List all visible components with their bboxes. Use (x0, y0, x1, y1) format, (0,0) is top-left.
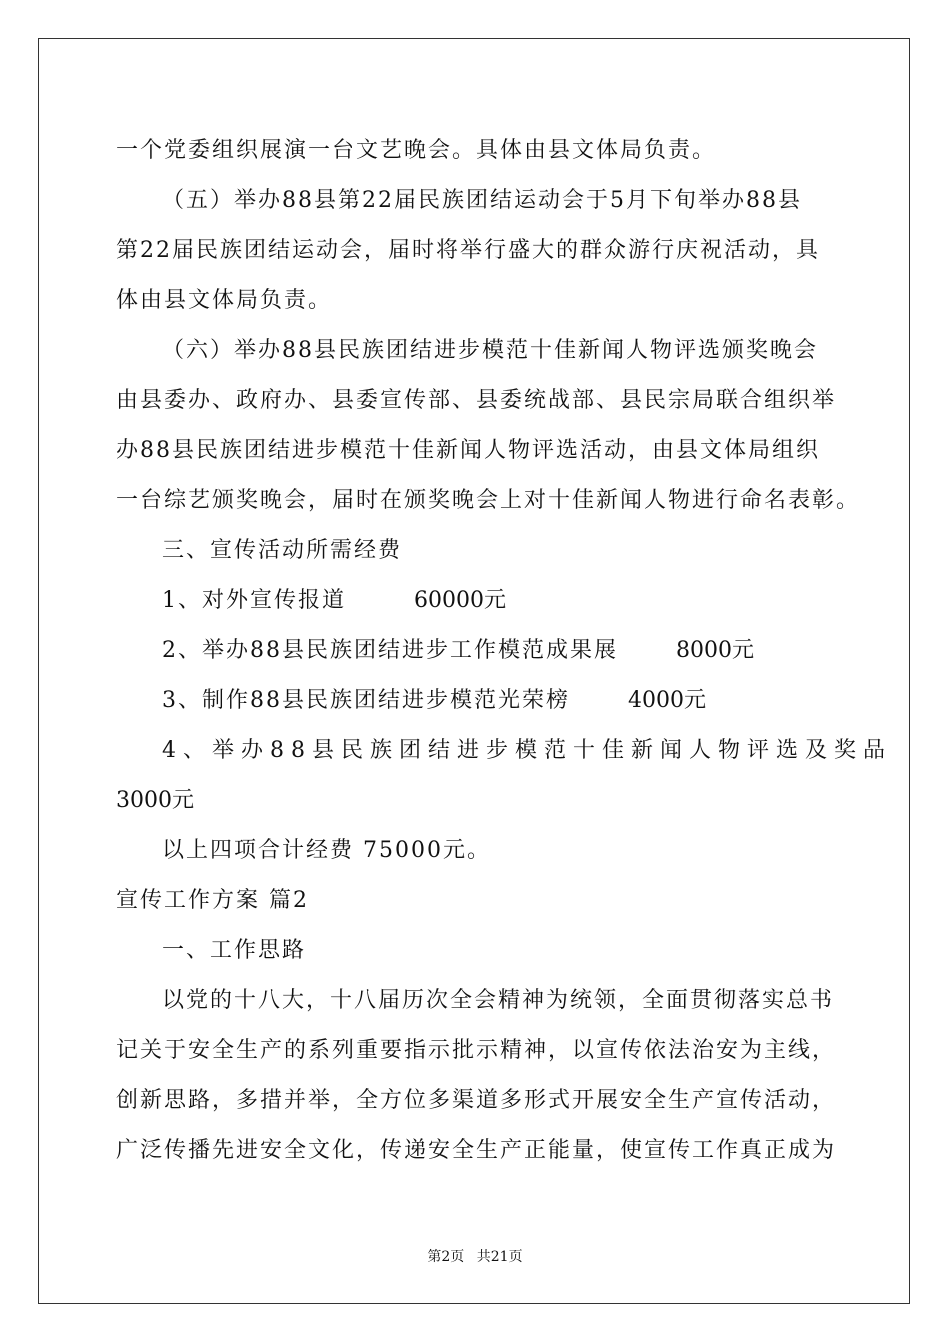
text-line: 体由县文体局负责。 (116, 288, 333, 313)
text-line: 一个党委组织展演一台文艺晚会。具体由县文体局负责。 (116, 138, 717, 163)
expense-label: 2、举办88县民族团结进步工作模范成果展 (162, 638, 618, 663)
expense-amount: 4000元 (628, 688, 706, 713)
text-line: 以党的十八大，十八届历次全会精神为统领，全面贯彻落实总书 (162, 988, 835, 1013)
text-line: 由县委办、政府办、县委宣传部、县委统战部、县民宗局联合组织举 (116, 388, 837, 413)
section-heading: 一、工作思路 (162, 938, 307, 963)
expense-total: 以上四项合计经费 75000元。 (162, 838, 491, 863)
text-line: 办88县民族团结进步模范十佳新闻人物评选活动，由县文体局组织 (116, 438, 820, 463)
text-line: （六）举办88县民族团结进步模范十佳新闻人物评选颁奖晚会 (162, 338, 818, 363)
text-line: （五）举办88县第22届民族团结运动会于5月下旬举办88县 (162, 188, 802, 213)
text-line: 记关于安全生产的系列重要指示批示精神，以宣传依法治安为主线， (116, 1038, 837, 1063)
expense-amount: 60000元 (414, 588, 506, 613)
expense-amount: 8000元 (676, 638, 754, 663)
expense-label: 1、对外宣传报道 (162, 588, 346, 613)
expense-label: 4、举办88县民族团结进步模范十佳新闻人物评选及奖品 (162, 738, 892, 763)
text-line: 创新思路，多措并举，全方位多渠道多形式开展安全生产宣传活动， (116, 1088, 837, 1113)
text-line: 一台综艺颁奖晚会，届时在颁奖晚会上对十佳新闻人物进行命名表彰。 (116, 488, 861, 513)
section-title: 宣传工作方案 篇2 (116, 888, 309, 913)
page-total: 共21页 (476, 1249, 523, 1265)
page-number: 第2页 (427, 1249, 465, 1265)
expense-label: 3、制作88县民族团结进步模范光荣榜 (162, 688, 570, 713)
text-line: 第22届民族团结运动会，届时将举行盛大的群众游行庆祝活动，具 (116, 238, 820, 263)
expense-amount: 3000元 (116, 788, 194, 813)
page-footer (0, 1248, 950, 1266)
section-heading: 三、宣传活动所需经费 (162, 538, 403, 563)
text-line: 广泛传播先进安全文化，传递安全生产正能量，使宣传工作真正成为 (116, 1138, 837, 1163)
